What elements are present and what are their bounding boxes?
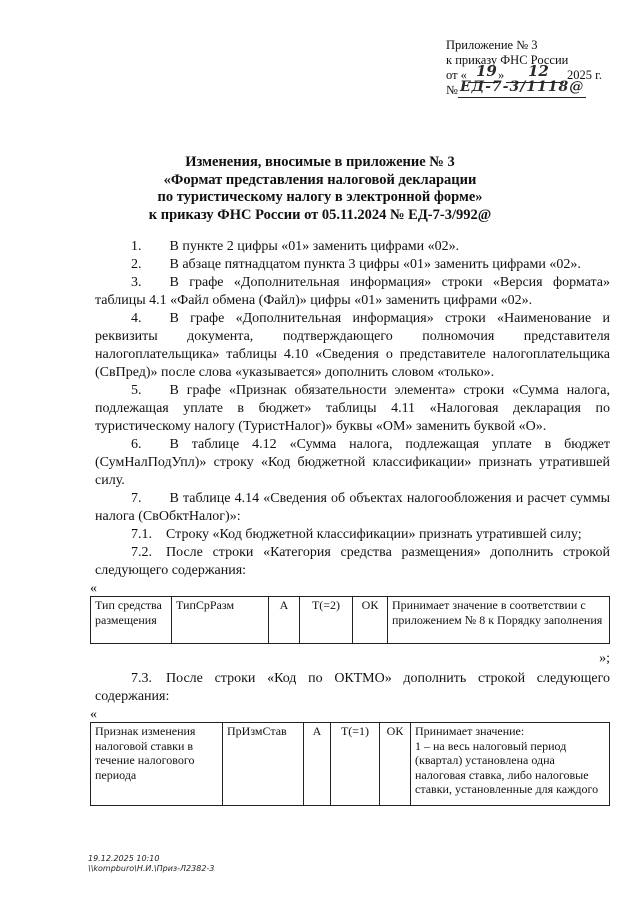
table-cell-code: ПрИзмСтав	[223, 723, 304, 806]
item-6: 6. В таблице 4.12 «Сумма налога, подлежащая уплате в бюджет (СумНалПодУпл)» строку «Код бюджетной классификации» признать утратившей силу.	[95, 437, 610, 488]
title-line-2: «Формат представления налоговой декларации	[163, 171, 477, 188]
title-line-3: по туристическому налогу в электронной форме»	[157, 189, 483, 205]
table-cell-name: Тип средства размещения	[91, 597, 172, 644]
close-quote-1: »;	[599, 651, 610, 666]
order-number-line	[446, 79, 616, 98]
order-line: к приказу ФНС России	[446, 53, 569, 67]
table-row	[91, 597, 610, 644]
appendix-line: Приложение № 3	[446, 38, 538, 52]
item-7-2: 7.2. После строки «Категория средства размещения» дополнить строкой следующего содержания:	[95, 545, 610, 578]
item-5: 5. В графе «Признак обязательности элемента» строки «Сумма налога, подлежащая уплате в бюджет» таблицы 4.11 «Налоговая декларация по туристическому налогу (ТуристНалог)» буквы «ОМ» заменить буквой «О».	[95, 383, 610, 434]
open-quote-1: «	[90, 581, 97, 596]
date-quote-close: »	[498, 68, 505, 82]
title-line-1: Изменения, вносимые в приложение № 3	[185, 154, 455, 170]
info-line-1: Принимает значение:	[415, 724, 525, 738]
title-line-4: к приказу ФНС России от 05.11.2024 № ЕД-7-3/992@	[148, 206, 492, 223]
table-cell-format: Т(=1)	[331, 723, 380, 806]
date-prefix: от «	[446, 68, 467, 82]
footer-path: \\kompburo\Н.И.\Приз-Л2382-3	[88, 864, 215, 873]
item-2: 2. В абзаце пятнадцатом пункта 3 цифры «01» заменить цифрами «02».	[131, 257, 581, 272]
insert-table-2	[90, 722, 610, 806]
item-7: 7. В таблице 4.14 «Сведения об объектах налогообложения и расчет суммы налога (СвОбктНалог)»:	[95, 491, 610, 524]
date-year: 2025 г.	[567, 68, 602, 82]
item-7-1: 7.1. Строку «Код бюджетной классификации» признать утратившей силу;	[131, 527, 582, 542]
table-row	[91, 723, 610, 806]
order-number-handwritten: ЕД-7-3/1118@	[460, 79, 585, 95]
table-cell-info	[411, 723, 610, 806]
number-prefix: №	[446, 83, 458, 97]
table-cell-req: ОК	[353, 597, 388, 644]
item-3: 3. В графе «Дополнительная информация» строки «Версия формата» таблицы 4.1 «Файл обмена (Файл)» цифры «01» заменить цифрами «02».	[95, 275, 610, 308]
date-month-handwritten: 12	[528, 62, 549, 80]
info-line-2: 1 – на весь налоговый период (квартал) установлена одна налоговая ставка, либо налоговые ставки, установленные для каждого	[415, 738, 599, 796]
item-1: 1. В пункте 2 цифры «01» заменить цифрами «02».	[131, 239, 460, 254]
number-underline	[458, 97, 586, 98]
table-cell-type: А	[304, 723, 331, 806]
table-cell-req: ОК	[380, 723, 411, 806]
table-cell-name: Признак изменения налоговой ставки в течение налогового периода	[91, 723, 223, 806]
table-cell-format: Т(=2)	[300, 597, 353, 644]
appendix-header	[446, 38, 616, 98]
date-day-handwritten: 19	[476, 62, 497, 80]
footer-timestamp: 19.12.2025 10:10	[88, 854, 160, 863]
document-title	[60, 154, 580, 224]
table-cell-info: Принимает значение в соответствии с приложением № 8 к Порядку заполнения	[388, 597, 610, 644]
open-quote-2: «	[90, 707, 97, 722]
table-cell-code: ТипСрРазм	[172, 597, 269, 644]
item-7-3: 7.3. После строки «Код по ОКТМО» дополнить строкой следующего содержания:	[95, 671, 610, 704]
item-4: 4. В графе «Дополнительная информация» строки «Наименование и реквизиты документа, подтверждающего полномочия представителя налогоплательщика» таблицы 4.10 «Сведения о представителе налогоплательщика (СвПред)» после слова «указывается» дополнить словом «только».	[95, 311, 610, 380]
print-footer	[88, 854, 214, 874]
table-cell-type: А	[269, 597, 300, 644]
insert-table-1	[90, 596, 610, 644]
document-body	[90, 238, 610, 806]
